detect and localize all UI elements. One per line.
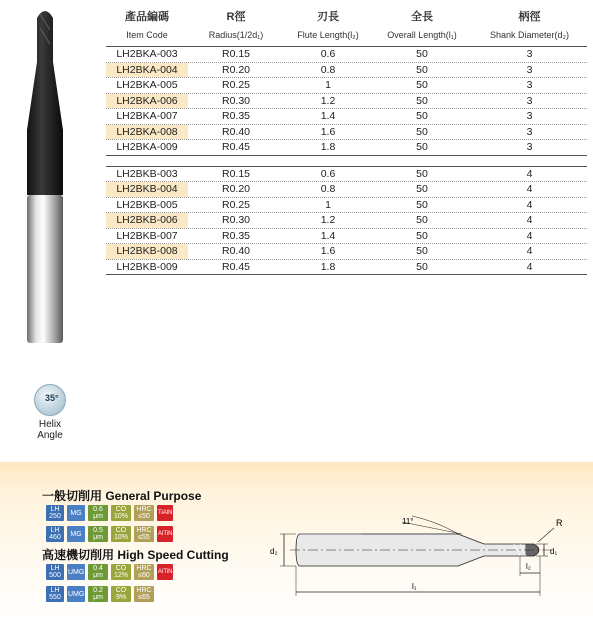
grain-size-chip: 0.5 μm: [88, 526, 108, 542]
grain-size-chip: 0.2 μm: [88, 586, 108, 602]
spec-row: [46, 526, 173, 542]
item-code-cell: LH2BKA-003: [116, 48, 178, 60]
table-group-a: [106, 46, 587, 156]
spec-row: [46, 586, 154, 602]
flute-length-cell: 1.4: [320, 110, 336, 122]
coating-chip: TiAlN: [157, 505, 173, 521]
dimension-drawing: [262, 512, 580, 612]
hardness-chip: HRC ≤65: [134, 586, 154, 602]
flute-length-cell: 1: [325, 198, 331, 211]
hardness-chip: HRC ≤50: [134, 505, 154, 521]
flute-length-cell: 1.4: [320, 229, 336, 242]
flute-length-cell: 1.6: [320, 245, 336, 257]
shank-diameter-cell: 3: [526, 94, 533, 107]
shank-diameter-cell: 3: [526, 48, 533, 60]
item-code-cell: LH2BKB-003: [116, 167, 178, 180]
col-item-code: 產品編碼 Item Code: [125, 11, 169, 40]
helix-label: Helix: [38, 419, 62, 430]
general-purpose-title: 一般切削用 General Purpose: [42, 489, 202, 503]
flute-length-cell: 1.6: [320, 125, 336, 138]
item-code-cell: LH2BKB-005: [116, 198, 178, 211]
shank-diameter-cell: 3: [526, 79, 533, 91]
col-radius: R徑 Radius(1/2d₁): [208, 11, 264, 40]
overall-length-cell: 50: [416, 167, 428, 180]
table-row: [106, 140, 587, 155]
shank-diameter-cell: 4: [526, 167, 533, 180]
radius-cell: R0.25: [221, 79, 251, 91]
item-code-cell: LH2BKB-007: [116, 229, 178, 242]
flute-length-cell: 0.8: [320, 63, 336, 76]
radius-cell: R0.15: [221, 48, 251, 60]
item-code-cell: LH2BKA-006: [106, 94, 188, 109]
item-code-cell: LH2BKB-009: [116, 260, 178, 273]
series-chip: LH 550: [46, 586, 64, 602]
item-code-cell: LH2BKB-004: [106, 182, 188, 197]
overall-length-cell: 50: [416, 110, 428, 122]
radius-cell: R0.45: [221, 141, 251, 153]
radius-cell: R0.45: [221, 260, 251, 273]
col-overall-length: 全長 Overall Length(l₁): [387, 11, 457, 40]
flute-length-cell: 1.8: [320, 141, 336, 153]
radius-cell: R0.40: [221, 125, 251, 138]
table-row: [106, 47, 587, 63]
overall-length-cell: 50: [416, 94, 428, 107]
spec-row: [46, 564, 173, 580]
high-speed-title: 高速機切削用 High Speed Cutting: [42, 548, 229, 562]
overall-length-cell: 50: [416, 183, 428, 195]
overall-length-cell: 50: [416, 245, 428, 257]
grade-chip: MG: [67, 526, 85, 542]
shank-diameter-cell: 4: [526, 214, 533, 226]
radius-cell: R0.35: [221, 229, 251, 242]
l2-text: l₂: [526, 562, 531, 571]
d1-text: d₁: [550, 547, 558, 556]
table-row: [106, 109, 587, 125]
table-row: [106, 167, 587, 183]
shank-diameter-cell: 3: [526, 63, 533, 76]
col-shank-diameter: 柄徑 Shank Diameter(d₂): [489, 11, 570, 40]
item-code-cell: LH2BKA-005: [116, 79, 178, 91]
table-row: [106, 94, 587, 110]
overall-length-cell: 50: [416, 79, 428, 91]
shank-diameter-cell: 4: [526, 198, 533, 211]
table-row: [106, 125, 587, 141]
grain-size-chip: 0.6 μm: [88, 505, 108, 521]
overall-length-cell: 50: [416, 125, 428, 138]
shank-diameter-cell: 3: [526, 141, 533, 153]
overall-length-cell: 50: [416, 63, 428, 76]
spec-row: [46, 505, 173, 521]
flute-length-cell: 1.8: [320, 260, 336, 273]
table-group-b: [106, 166, 587, 276]
cobalt-chip: CO 10%: [111, 526, 131, 542]
table-header: [106, 8, 587, 46]
table-row: [106, 78, 587, 94]
radius-cell: R0.30: [221, 214, 251, 226]
hardness-chip: HRC ≤60: [134, 564, 154, 580]
table-row: [106, 229, 587, 245]
coating-chip: AlTiN: [157, 526, 173, 542]
l1-text: l₁: [412, 582, 417, 591]
shank-diameter-cell: 4: [526, 229, 533, 242]
col-flute-length: 刃長 Flute Length(l₂): [297, 11, 359, 40]
cobalt-chip: CO 12%: [111, 564, 131, 580]
item-code-cell: LH2BKA-009: [116, 141, 178, 153]
flute-length-cell: 0.8: [320, 183, 336, 195]
item-code-cell: LH2BKB-006: [106, 213, 188, 228]
radius-cell: R0.30: [221, 94, 251, 107]
r-text: R: [556, 518, 563, 528]
table-row: [106, 260, 587, 275]
overall-length-cell: 50: [416, 229, 428, 242]
coating-chip: AlTiN: [157, 564, 173, 580]
item-code-cell: LH2BKA-004: [106, 63, 188, 78]
table-row: [106, 63, 587, 79]
end-mill-image: [24, 0, 66, 345]
helix-icon: 35°: [34, 384, 66, 416]
radius-cell: R0.35: [221, 110, 251, 122]
grain-size-chip: 0.4 μm: [88, 564, 108, 580]
grade-chip: UMG: [67, 564, 85, 580]
item-code-cell: LH2BKB-008: [106, 244, 188, 259]
table-row: [106, 198, 587, 214]
shank-diameter-cell: 4: [526, 245, 533, 257]
series-chip: LH 250: [46, 505, 64, 521]
d2-text: d₂: [270, 547, 278, 556]
overall-length-cell: 50: [416, 198, 428, 211]
flute-length-cell: 1.2: [320, 214, 336, 226]
shank-diameter-cell: 3: [526, 110, 533, 122]
table-row: [106, 244, 587, 260]
table-row: [106, 213, 587, 229]
series-chip: LH 500: [46, 564, 64, 580]
radius-cell: R0.40: [221, 245, 251, 257]
shank-diameter-cell: 3: [526, 125, 533, 138]
grade-chip: UMG: [67, 586, 85, 602]
radius-cell: R0.25: [221, 198, 251, 211]
cobalt-chip: CO 10%: [111, 505, 131, 521]
overall-length-cell: 50: [416, 214, 428, 226]
flute-length-cell: 1.2: [320, 94, 336, 107]
grade-chip: MG: [67, 505, 85, 521]
radius-cell: R0.20: [221, 183, 251, 195]
series-chip: LH 460: [46, 526, 64, 542]
hardness-chip: HRC ≤55: [134, 526, 154, 542]
table-row: [106, 182, 587, 198]
product-table: [106, 8, 587, 275]
shank-diameter-cell: 4: [526, 183, 533, 195]
item-code-cell: LH2BKA-008: [106, 125, 188, 140]
overall-length-cell: 50: [416, 260, 428, 273]
radius-cell: R0.15: [221, 167, 251, 180]
item-code-cell: LH2BKA-007: [116, 110, 178, 122]
flute-length-cell: 1: [325, 79, 331, 91]
flute-length-cell: 0.6: [320, 167, 336, 180]
angle-label: Angle: [37, 430, 63, 441]
shank-diameter-cell: 4: [526, 260, 533, 273]
radius-cell: R0.20: [221, 63, 251, 76]
overall-length-cell: 50: [416, 48, 428, 60]
cobalt-chip: CO 9%: [111, 586, 131, 602]
overall-length-cell: 50: [416, 141, 428, 153]
flute-length-cell: 0.6: [320, 48, 336, 60]
helix-angle-badge: [30, 384, 70, 441]
angle-text: 11°: [402, 517, 414, 526]
